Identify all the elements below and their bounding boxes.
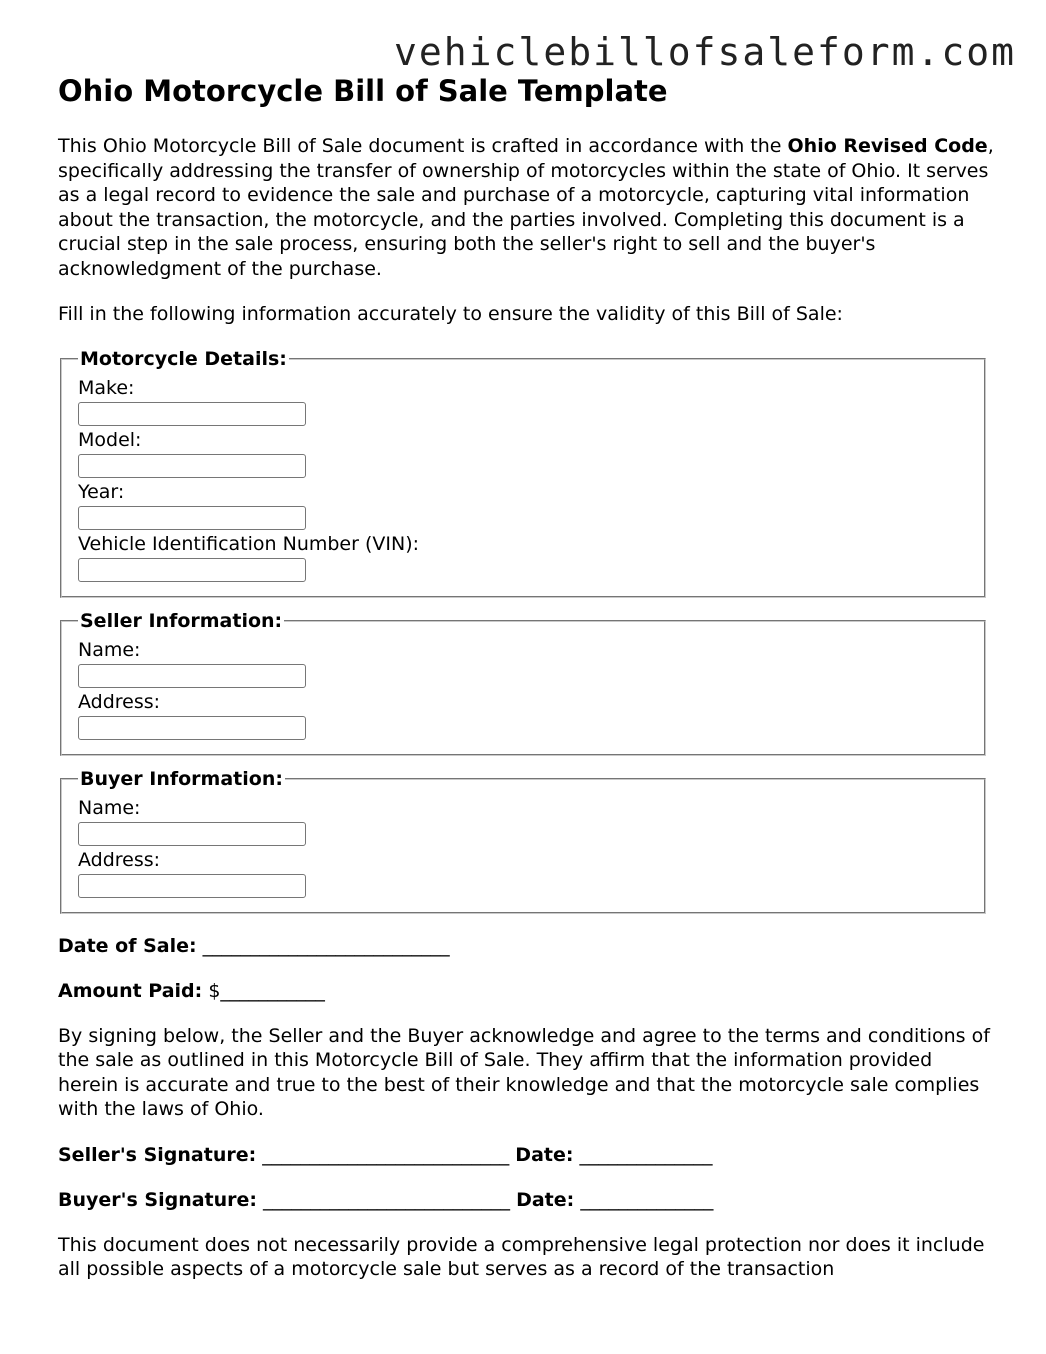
- buyer-date-blank: ______________: [580, 1188, 714, 1211]
- buyer-information-legend: Buyer Information:: [80, 767, 283, 790]
- seller-date-blank: ______________: [579, 1143, 713, 1166]
- buyer-name-label: Name:: [78, 796, 141, 819]
- seller-date-label: Date:: [515, 1143, 574, 1166]
- make-input[interactable]: [78, 402, 306, 426]
- year-label: Year:: [78, 480, 125, 503]
- amount-paid-blank: $___________: [208, 979, 325, 1002]
- seller-information-section: [60, 610, 986, 756]
- seller-name-input[interactable]: [78, 664, 306, 688]
- model-label: Model:: [78, 428, 142, 451]
- year-input[interactable]: [78, 506, 306, 530]
- seller-signature-label: Seller's Signature:: [58, 1143, 257, 1166]
- seller-signature-blank: __________________________: [262, 1143, 510, 1166]
- buyer-signature-blank: __________________________: [263, 1188, 511, 1211]
- vin-input[interactable]: [78, 558, 306, 582]
- seller-name-label: Name:: [78, 638, 141, 661]
- intro-bold-text: Ohio Revised Code: [787, 135, 988, 157]
- motorcycle-details-legend: Motorcycle Details:: [80, 347, 287, 370]
- seller-signature-row: [58, 1143, 998, 1167]
- disclaimer-paragraph: This document does not necessarily provide a comprehensive legal protection nor does it include all possible aspects of a motorcycle sale but serves as a record of the transaction: [58, 1233, 985, 1280]
- intro-text-end: , specifically addressing the transfer of ownership of motorcycles within the state of Ohio. It serves as a legal record to evidence the sale and purchase of a motorcycle, capturing vital information about the transaction, the motorcycle, and the parties involved. Completing this document is a crucial step in the sale process, ensuring both the seller's right to sell and the buyer's acknowledgment of the purchase.: [58, 135, 994, 280]
- buyer-name-input[interactable]: [78, 822, 306, 846]
- date-of-sale-blank: __________________________: [202, 934, 450, 957]
- buyer-address-input[interactable]: [78, 874, 306, 898]
- seller-information-legend: Seller Information:: [80, 609, 283, 632]
- amount-paid-row: [58, 979, 998, 1003]
- buyer-date-label: Date:: [516, 1188, 575, 1211]
- seller-address-label: Address:: [78, 690, 161, 713]
- model-input[interactable]: [78, 454, 306, 478]
- instructions: Fill in the following information accurately to ensure the validity of this Bill of Sale:: [58, 303, 843, 325]
- vin-label: Vehicle Identification Number (VIN):: [78, 532, 420, 555]
- watermark: vehiclebillofsaleform.com: [394, 30, 1016, 74]
- amount-paid-label: Amount Paid:: [58, 979, 203, 1002]
- make-label: Make:: [78, 376, 135, 399]
- buyer-information-section: [60, 768, 986, 914]
- buyer-signature-label: Buyer's Signature:: [58, 1188, 257, 1211]
- buyer-address-label: Address:: [78, 848, 161, 871]
- seller-address-input[interactable]: [78, 716, 306, 740]
- date-of-sale-label: Date of Sale:: [58, 934, 197, 957]
- document-body: [58, 72, 998, 1303]
- buyer-signature-row: [58, 1188, 998, 1212]
- intro-paragraph: [58, 134, 998, 281]
- intro-text-start: This Ohio Motorcycle Bill of Sale document is crafted in accordance with the: [58, 135, 788, 157]
- date-of-sale-row: [58, 934, 998, 958]
- acknowledgment-paragraph: By signing below, the Seller and the Buyer acknowledge and agree to the terms and conditions of the sale as outlined in this Motorcycle Bill of Sale. They affirm that the information provided herein is accurate and true to the best of their knowledge and that the motorcycle sale complies with the laws of Ohio.: [58, 1024, 990, 1120]
- motorcycle-details-section: [60, 348, 986, 598]
- page-title: Ohio Motorcycle Bill of Sale Template: [58, 74, 668, 108]
